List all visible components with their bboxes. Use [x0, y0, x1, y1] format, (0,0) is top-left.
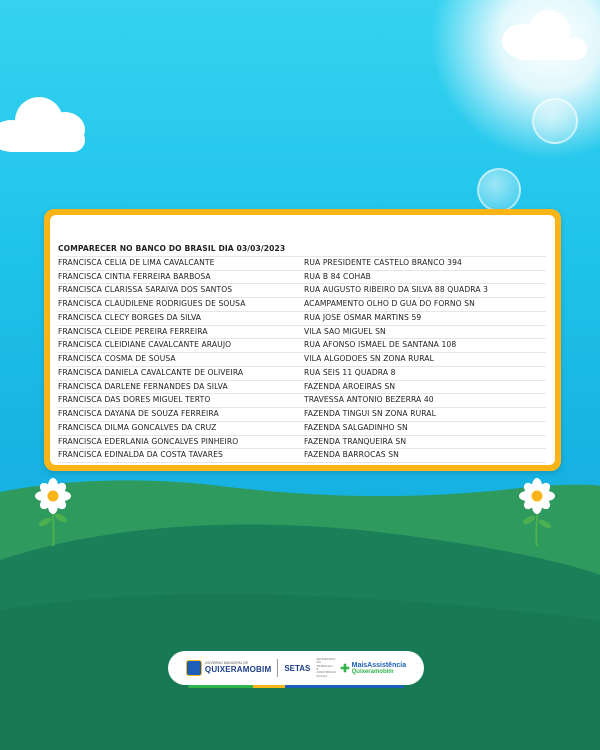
beneficiary-address: RUA SEIS 11 QUADRA 8 [304, 367, 396, 377]
beneficiary-address: RUA B 84 COHAB [304, 271, 371, 281]
daisy-flower-icon [33, 478, 73, 548]
beneficiary-table [58, 243, 546, 463]
notice-card [50, 215, 555, 465]
beneficiary-address: ACAMPAMENTO OLHO D GUA DO FORNO SN [304, 299, 475, 308]
footer-logos [168, 651, 424, 685]
table-row [58, 367, 546, 381]
table-body [58, 257, 546, 463]
program-name: MaisAssistência [351, 661, 407, 669]
table-row [58, 312, 546, 326]
table-header-row [58, 243, 546, 257]
table-row [58, 339, 546, 353]
beneficiary-address: FAZENDA TRANQUEIRA SN [304, 436, 407, 446]
beneficiary-address: VILA SAO MIGUEL SN [304, 326, 386, 336]
table-row [58, 271, 546, 285]
table-row [58, 353, 546, 367]
table-row [58, 257, 546, 271]
beneficiary-address: FAZENDA BARROCAS SN [304, 450, 399, 460]
setas-subtitle: SECRETARIA DO TRABALHO E ASSISTÊNCIA SOCIAL [316, 657, 337, 678]
beneficiary-name: FRANCISCA CLECY BORGES DA SILVA [58, 312, 202, 322]
beneficiary-address: FAZENDA AROEIRAS SN [304, 381, 396, 391]
table-header-text: COMPARECER NO BANCO DO BRASIL DIA 03/03/2023 [58, 244, 286, 253]
beneficiary-address: TRAVESSA ANTONIO BEZERRA 40 [304, 395, 434, 405]
beneficiary-name: FRANCISCA EDINALDA DA COSTA TAVARES [58, 450, 223, 460]
daisy-flower-icon [517, 478, 557, 548]
beneficiary-address: RUA PRESIDENTE CASTELO BRANCO 394 [304, 257, 462, 267]
beneficiary-address: RUA AUGUSTO RIBEIRO DA SILVA 88 QUADRA 3 [304, 285, 489, 295]
city-prefix: GOVERNO MUNICIPAL DE [204, 661, 249, 666]
table-row [58, 394, 546, 408]
footer-color-bar [188, 685, 404, 688]
beneficiary-address: FAZENDA TINGUI SN ZONA RURAL [304, 409, 436, 418]
setas-logo: SETAS [284, 663, 311, 673]
city-crest-icon [186, 660, 202, 676]
city-logo [186, 660, 271, 676]
table-row [58, 422, 546, 436]
beneficiary-name: FRANCISCA DARLENE FERNANDES DA SILVA [58, 381, 228, 391]
plus-icon: ✚ [340, 662, 350, 675]
table-row [58, 326, 546, 340]
beneficiary-name: FRANCISCA CINTIA FERREIRA BARBOSA [58, 271, 211, 281]
divider [277, 659, 278, 677]
table-row [58, 298, 546, 312]
beneficiary-name: FRANCISCA DILMA GONCALVES DA CRUZ [58, 422, 217, 432]
beneficiary-name: FRANCISCA CLAUDILENE RODRIGUES DE SOUSA [58, 299, 246, 308]
table-row [58, 284, 546, 298]
beneficiary-name: FRANCISCA CLEIDIANE CAVALCANTE ARAUJO [58, 340, 232, 350]
beneficiary-name: FRANCISCA CLEIDE PEREIRA FERREIRA [58, 326, 208, 336]
beneficiary-name: FRANCISCA DAYANA DE SOUZA FERREIRA [58, 409, 219, 418]
beneficiary-name: FRANCISCA EDERLANIA GONCALVES PINHEIRO [58, 436, 239, 446]
beneficiary-name: FRANCISCA DAS DORES MIGUEL TERTO [58, 395, 211, 405]
program-city: Quixeramobim [351, 668, 394, 675]
table-row [58, 408, 546, 422]
beneficiary-name: FRANCISCA COSMA DE SOUSA [58, 354, 176, 363]
beneficiary-name: FRANCISCA CLARISSA SARAIVA DOS SANTOS [58, 285, 233, 295]
beneficiary-address: RUA JOSE OSMAR MARTINS 59 [304, 312, 422, 322]
city-name: QUIXERAMOBIM [204, 664, 272, 674]
program-logo [340, 662, 406, 675]
table-row [58, 436, 546, 450]
beneficiary-address: RUA AFONSO ISMAEL DE SANTANA 108 [304, 340, 457, 350]
notice-card-frame [44, 209, 561, 471]
table-row [58, 381, 546, 395]
table-row [58, 449, 546, 463]
beneficiary-name: FRANCISCA CELIA DE LIMA CAVALCANTE [58, 257, 215, 267]
beneficiary-address: VILA ALGODOES SN ZONA RURAL [304, 354, 434, 363]
beneficiary-address: FAZENDA SALGADINHO SN [304, 422, 408, 432]
beneficiary-name: FRANCISCA DANIELA CAVALCANTE DE OLIVEIRA [58, 367, 244, 377]
